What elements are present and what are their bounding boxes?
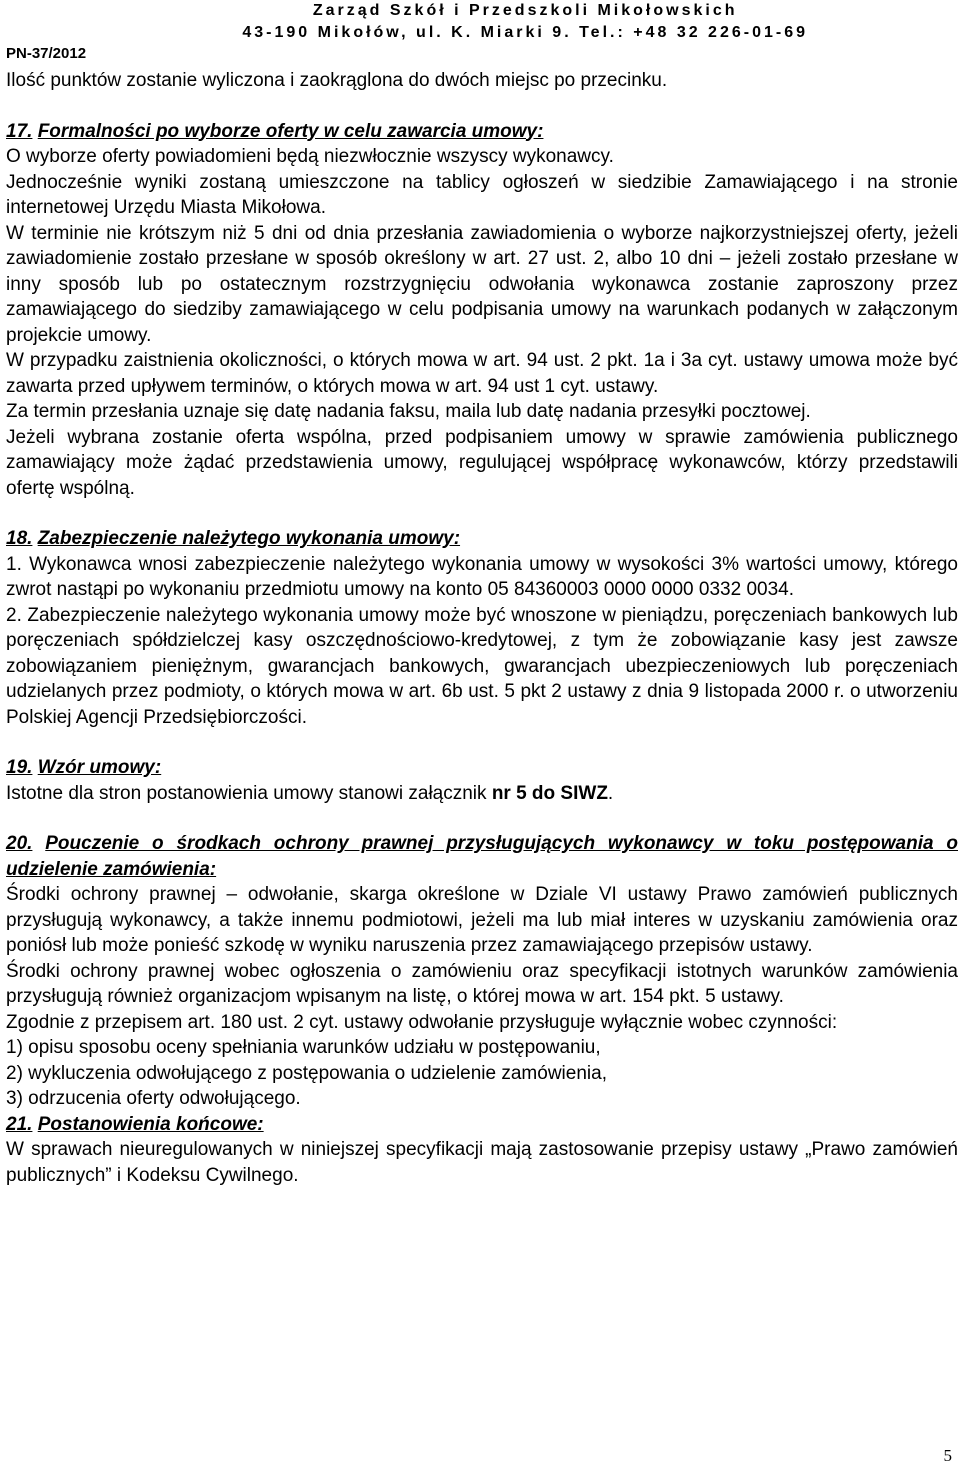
section-19-text: Istotne dla stron postanowienia umowy stanowi załącznik (6, 782, 492, 804)
section-17-paragraph: O wyborze oferty powiadomieni będą niezwłocznie wszyscy wykonawcy. (6, 146, 614, 167)
section-21-paragraph: W sprawach nieuregulowanych w niniejszej specyfikacji mają zastosowanie przepisy ustawy „Prawo zamówień publicznych” i Kodeksu Cywilnego. (6, 1139, 958, 1186)
section-17-title: Formalności po wyborze oferty w celu zawarcia umowy: (37, 120, 544, 142)
section-18-number: 18. (6, 528, 33, 549)
section-21-heading (6, 1112, 958, 1138)
section-20-number: 20. (6, 833, 33, 854)
section-17-paragraph: Jeżeli wybrana zostanie oferta wspólna, przed podpisaniem umowy w sprawie zamówienia publicznego zamawiający może żądać przedstawienia umowy, regulującej współpracę wykonawców, którzy przedstawili ofertę wspólną. (6, 426, 958, 499)
section-18-heading (6, 526, 958, 552)
section-17-heading (6, 119, 958, 145)
section-19-title: Wzór umowy: (37, 757, 162, 778)
section-20-paragraph: Środki ochrony prawnej wobec ogłoszenia o zamówieniu oraz specyfikacji istotnych warunków zamówienia przysługują również organizacjom wpisanym na listę, o której mowa w art. 154 pkt. 5 ustawy. (6, 960, 958, 1007)
section-17-paragraph: Jednocześnie wyniki zostaną umieszczone na tablicy ogłoszeń w siedzibie Zamawiającego i na stronie internetowej Urzędu Miasta Mikołowa. (6, 171, 958, 218)
section-18-paragraph: 2. Zabezpieczenie należytego wykonania umowy może być wnoszone w pieniądzu, poręczeniach bankowych lub poręczeniach spółdzielczej kasy oszczędnościowo-kredytowej, z tym że zobowiązanie kasy jest zawsze zobowiązaniem pieniężnym, gwarancjach bankowych, gwarancjach ubezpieczeniowych lub poręczeniach udzielanych przez podmioty, o których mowa w art. 6b ust. 5 pkt 2 ustawy z dnia 9 listopada 2000 r. o utworzeniu Polskiej Agencji Przedsiębiorczości. (6, 604, 958, 728)
letterhead-org-name: Zarząd Szkół i Przedszkoli Mikołowskich (312, 2, 738, 19)
section-20-list-item: 2) wykluczenia odwołującego z postępowania o udzielenie zamówienia, (6, 1062, 607, 1084)
section-17-number: 17. (6, 120, 33, 142)
section-19-attachment-ref: nr 5 do SIWZ (491, 782, 608, 804)
section-17-paragraph: W terminie nie krótszym niż 5 dni od dnia przesłania zawiadomienia o wyborze najkorzystniejszej oferty, jeżeli zawiadomienie zostało przesłane w sposób określony w art. 27 ust. 2, albo 10 dni – jeżeli zostało przesłane w inny sposób lub po ostatecznym rozstrzygnięciu odwołania wykonawca zostanie zaproszony przez zamawiającego do siedziby zamawiającego w celu podpisania umowy na warunkach podanych w załączonym projekcie umowy. (6, 222, 958, 346)
section-21-number: 21. (6, 1113, 33, 1135)
section-20-paragraph: Środki ochrony prawnej – odwołanie, skarga określone w Dziale VI ustawy Prawo zamówień publicznych przysługują wykonawcy, a także innemu podmiotowi, jeżeli ma lub miał interes w uzyskaniu zamówienia oraz poniósł lub może ponieść szkodę w wyniku naruszenia przez zamawiającego przepisów ustawy. (6, 884, 958, 956)
section-20-list-item: 1) opisu sposobu oceny spełniania warunków udziału w postępowaniu, (6, 1037, 601, 1058)
section-19-paragraph (6, 781, 958, 807)
document-id: PN-37/2012 (6, 45, 87, 62)
section-19-heading (6, 755, 958, 781)
section-21-title: Postanowienia końcowe: (37, 1113, 264, 1135)
section-20-list-item: 3) odrzucenia oferty odwołującego. (6, 1088, 301, 1109)
document-body (6, 68, 958, 1188)
section-20-title: Pouczenie o środkach ochrony prawnej przysługujących wykonawcy w toku postępowania o udzielenie zamówienia: (6, 833, 958, 880)
points-note: Ilość punktów zostanie wyliczona i zaokrąglona do dwóch miejsc po przecinku. (6, 70, 668, 91)
section-19-text-end: . (607, 782, 614, 804)
letterhead (242, 0, 808, 44)
page-number: 5 (943, 1446, 952, 1465)
section-19-number: 19. (6, 757, 33, 778)
letterhead-address: 43-190 Mikołów, ul. K. Miarki 9. Tel.: +48 32 226-01-69 (242, 24, 808, 41)
section-18-paragraph: 1. Wykonawca wnosi zabezpieczenie należytego wykonania umowy w wysokości 3% wartości umowy, którego zwrot nastąpi po wykonaniu przedmiotu umowy na konto 05 84360003 0000 0000 0332 0034. (6, 553, 958, 600)
section-17-paragraph: W przypadku zaistnienia okoliczności, o których mowa w art. 94 ust. 2 pkt. 1a i 3a cyt. ustawy umowa może być zawarta przed upływem terminów, o których mowa w art. 94 ust 1 cyt. ustawy. (6, 350, 958, 397)
section-20-paragraph: Zgodnie z przepisem art. 180 ust. 2 cyt. ustawy odwołanie przysługuje wyłącznie wobec czynności: (6, 1011, 838, 1033)
section-17-paragraph: Za termin przesłania uznaje się datę nadania faksu, maila lub datę nadania przesyłki pocztowej. (6, 401, 811, 422)
section-18-title: Zabezpieczenie należytego wykonania umowy: (37, 528, 461, 549)
section-20-heading (6, 831, 958, 882)
